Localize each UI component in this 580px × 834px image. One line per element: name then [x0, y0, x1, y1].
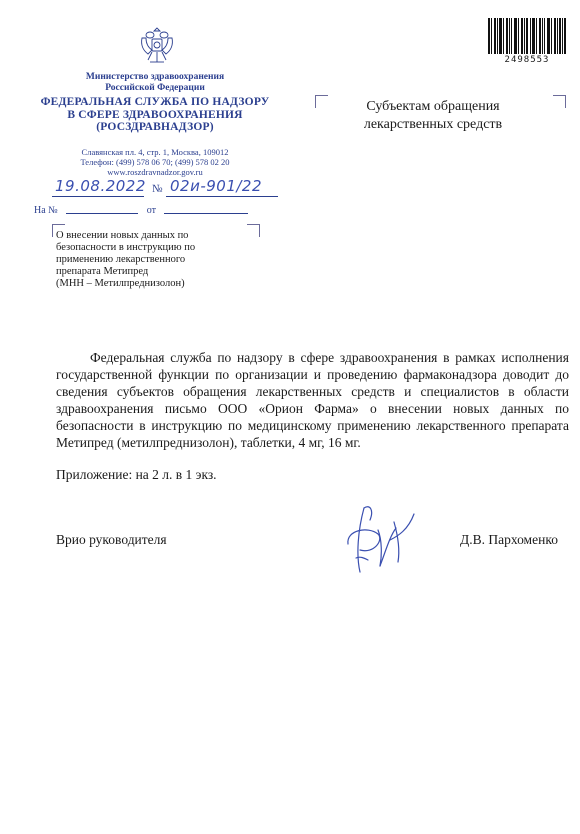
agency-address: Славянская пл. 4, стр. 1, Москва, 109012	[81, 147, 229, 157]
subject-line-3: применению лекарственного	[56, 254, 186, 265]
reference-number-label: На №	[34, 205, 58, 216]
ministry-name	[60, 72, 250, 94]
registration-date-underline	[52, 196, 144, 197]
ministry-line-2: Российской Федерации	[105, 83, 205, 93]
registration-date: 19.08.2022	[55, 177, 146, 195]
subject-line-1: О внесении новых данных по	[56, 230, 189, 241]
reference-number-blank	[66, 213, 138, 214]
letter-body: Федеральная служба по надзору в сфере здравоохранения в рамках исполнения государственной функции по организации и проведению фармаконадзора доводит до сведения субъектов обращения лекарственных средств и специалистов в области здравоохранения письмо ООО «Орион Фарма» о внесении новых данных по безопасности в инструкцию по медицинскому применению лекарственного препарата Метипред (метилпреднизолон), таблетки, 4 мг, 16 мг.	[56, 350, 569, 450]
recipient-corner-left	[315, 95, 328, 108]
registration-number-symbol: №	[152, 183, 163, 195]
subject-corner-right	[247, 224, 260, 237]
agency-contacts	[40, 147, 270, 177]
handwritten-signature-icon	[338, 500, 418, 575]
reference-date-label: от	[146, 205, 156, 216]
agency-line-2: В СФЕРЕ ЗДРАВООХРАНЕНИЯ	[67, 108, 243, 121]
agency-phone: Телефон: (499) 578 06 70; (499) 578 02 20	[80, 157, 230, 167]
barcode-number: 2498553	[504, 55, 550, 65]
barcode-icon	[488, 18, 566, 54]
recipient-line-1: Субъектам обращения	[366, 99, 500, 114]
registration-number: 02и-901/22	[170, 177, 263, 195]
subject-line-4: препарата Метипред	[56, 266, 149, 277]
signer-name: Д.В. Пархоменко	[460, 532, 558, 547]
recipient-line-2: лекарственных средств	[363, 117, 503, 132]
agency-website: www.roszdravnadzor.gov.ru	[107, 167, 203, 177]
appendix-note: Приложение: на 2 л. в 1 экз.	[56, 467, 217, 482]
ministry-line-1: Министерство здравоохранения	[85, 72, 225, 82]
reference-row	[34, 205, 248, 216]
coat-of-arms-icon	[138, 24, 176, 68]
recipient-corner-right	[553, 95, 566, 108]
subject-line-5: (МНН – Метилпреднизолон)	[56, 278, 185, 289]
agency-name	[40, 96, 270, 134]
registration-number-underline	[166, 196, 278, 197]
subject-block	[56, 230, 236, 290]
recipient-block	[343, 98, 523, 134]
reference-date-blank	[164, 213, 248, 214]
agency-line-1: ФЕДЕРАЛЬНАЯ СЛУЖБА ПО НАДЗОРУ	[40, 96, 270, 108]
signer-position: Врио руководителя	[56, 532, 167, 547]
subject-line-2: безопасности в инструкцию по	[56, 242, 196, 253]
agency-line-3: (РОСЗДРАВНАДЗОР)	[96, 121, 214, 133]
